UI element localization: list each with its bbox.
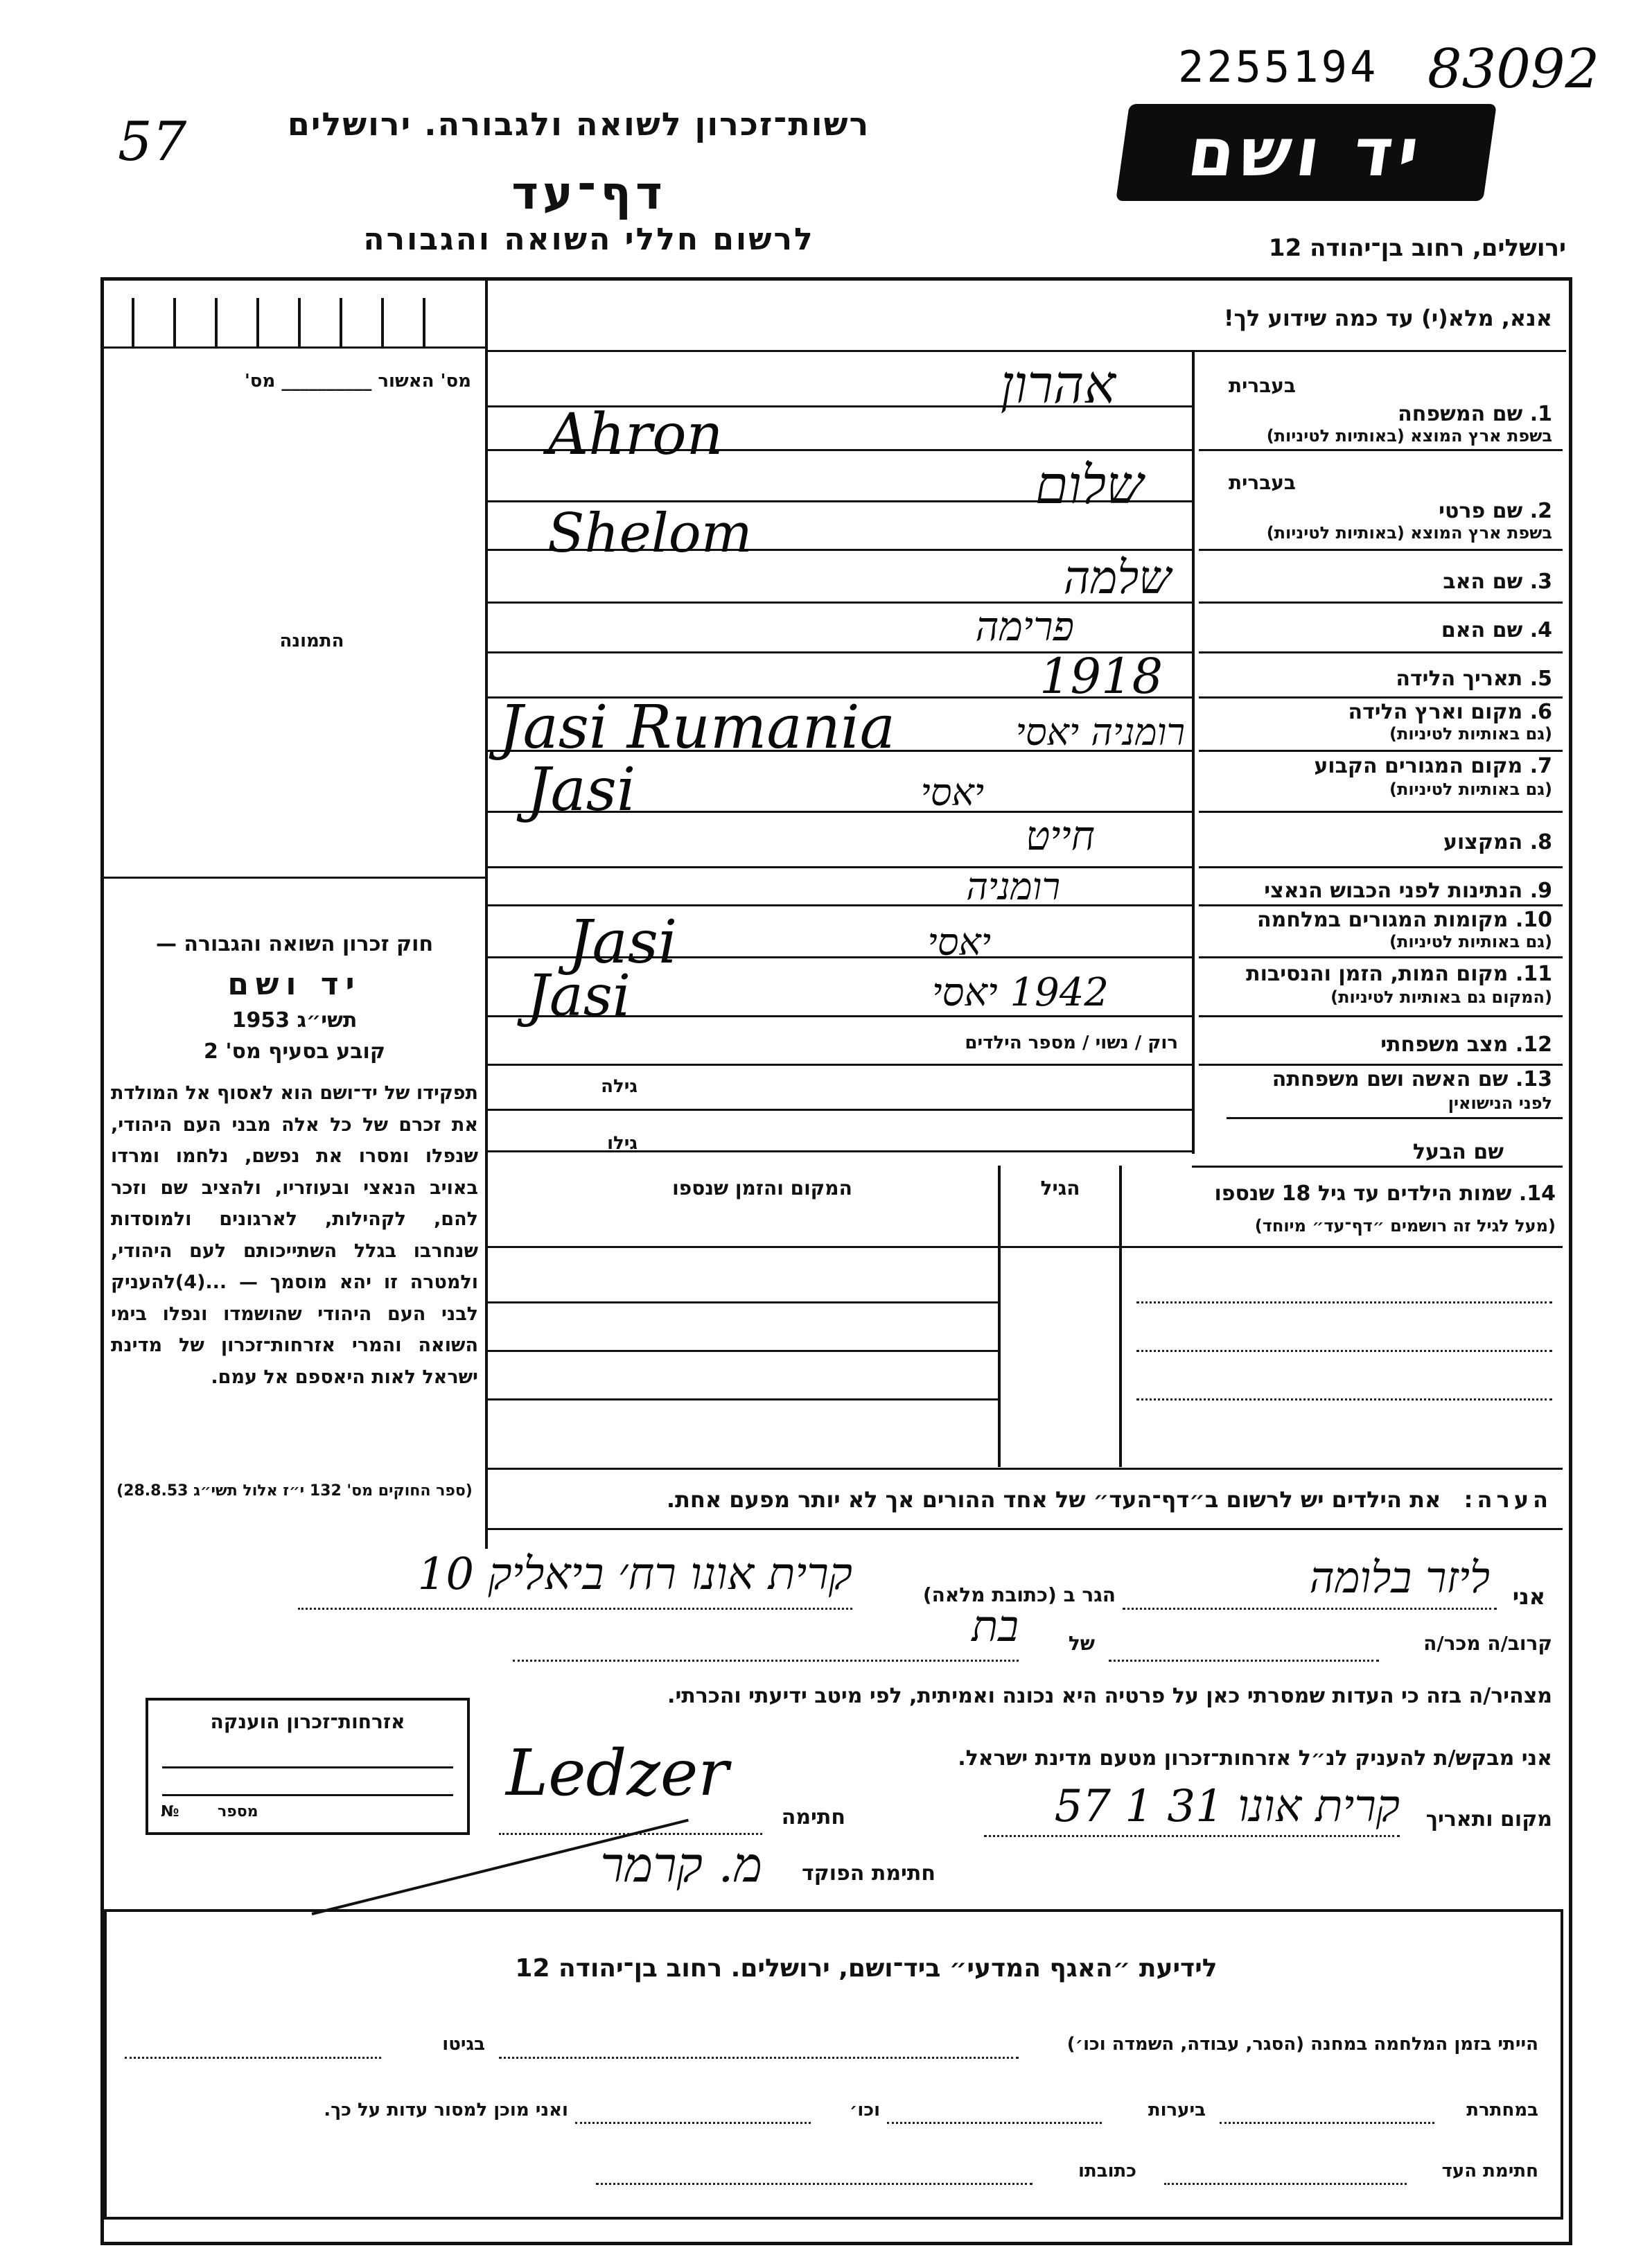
tag-hebrew-1: בעברית <box>1228 374 1296 397</box>
field-sub-birth-place: (גם באותיות לטיניות) <box>1389 724 1552 744</box>
field-label-war-residence: 10. מקומות המגורים במלחמה <box>1257 908 1552 932</box>
field-label-first-name: 2. שם פרטי <box>1439 499 1552 523</box>
answer-father: שלמה <box>1063 551 1171 604</box>
signature-label: חתימה <box>781 1805 845 1829</box>
law-title: חוק זכרון השואה והגבורה — <box>155 932 434 956</box>
law-text: תפקידו של יד־ושם הוא לאסוף אל המולדת את זכרם של כל אלה מבני העם היהודי, שנפלו ומסרו את נפשם, נלחמו ומרדו באויב הנאצי ובעוזריו, ולהציב שם וזכר להם, לקהילות, לארגונים ולמוסדות שנחרבו בגלל השתייכותם לעם היהודי, ולמטרה זו יהא מוסמך — ...(4)להעניק לבני העם היהודי שהושמדו ונפלו בימי השואה והמרי אזרחות־זכרון של מדינת ישראל לאות היאספם אל עמם. <box>111 1082 478 1388</box>
wife-age-label: גילה <box>601 1076 638 1097</box>
field-label-husband: שם הבעל <box>1412 1140 1504 1164</box>
field-label-nationality: 9. הנתינות לפני הכבוש הנאצי <box>1264 879 1552 903</box>
answer-birth-date: 1918 <box>1039 648 1163 705</box>
marital-options: רוק / נשוי / מספר הילדים <box>965 1033 1178 1053</box>
field-label-death: 11. מקום המות, הזמן והנסיבות <box>1246 962 1552 986</box>
answer-war-residence-hebrew: יאסי <box>927 920 991 964</box>
law-section: קובע בסעיף מס' 2 <box>204 1039 385 1064</box>
tick-row <box>132 298 464 346</box>
answer-residence-hebrew: יאסי <box>920 771 984 814</box>
bottom-line2-d: ואני מוכן למסור עדות על כך. <box>324 2100 568 2120</box>
place-date: קרית אונו 31 1 57 <box>1054 1781 1400 1832</box>
field-sub-first-name: בשפת ארץ המוצא (באותיות לטיניות) <box>1266 523 1552 543</box>
answer-family-latin: Ahron <box>547 402 723 468</box>
certificate-title: אזרחות־זכרון הוענקה <box>210 1710 405 1733</box>
photo-label: התמונה <box>279 631 344 651</box>
reporter-signature: Ledzer <box>506 1736 729 1810</box>
children-place-col: המקום והזמן שנספו <box>672 1177 852 1200</box>
field-label-birth-place: 6. מקום וארץ הלידה <box>1348 700 1552 724</box>
field-label-birth-date: 5. תאריך הלידה <box>1396 667 1552 691</box>
decl-lives-in: הגר ב (כתובת מלאה) <box>922 1583 1116 1606</box>
children-age-col: הגיל <box>1040 1177 1080 1200</box>
decl-statement: מצהיר/ה בזה כי העדות שמסרתי כאן על פרטיה היא נכונה ואמיתית, לפי מיטב ידיעתי והכרתי. <box>667 1684 1552 1708</box>
field-label-residence: 7. מקום המגורים הקבוע <box>1314 754 1552 778</box>
law-logo: יד ושם <box>227 967 362 1002</box>
field-sub-war-residence: (גם באותיות לטיניות) <box>1389 932 1552 951</box>
reporter-name: ליזר בלומה <box>1309 1552 1490 1603</box>
authority-name: רשות־זכרון לשואה ולגבורה. ירושלים <box>287 105 870 143</box>
note-text: את הילדים יש לרשום ב״דף־העד״ של אחד ההורים אך לא יותר מפעם אחת. <box>666 1486 1441 1513</box>
answer-birth-place-latin: Jasi Rumania <box>499 693 895 762</box>
document-number: 2255194 <box>1178 42 1379 92</box>
intro-text: אנא, מלא(י) עד כמה שידוע לך! <box>1223 305 1552 331</box>
children-sub: (מעל לגיל זה רושמים ״דף־עד״ מיוחד) <box>1254 1216 1556 1236</box>
answer-death-latin: Jasi <box>527 963 631 1029</box>
field-label-profession: 8. המקצוע <box>1443 830 1552 854</box>
note-title: הערה: <box>1464 1486 1552 1513</box>
relation: בת <box>972 1601 1019 1651</box>
address: ירושלים, רחוב בן־יהודה 12 <box>1268 234 1566 262</box>
bottom-line2-c: וכו׳ <box>849 2100 880 2120</box>
decl-request: אני מבקש/ת להעניק לנ״ל אזרחות־זכרון מטעם מדינת ישראל. <box>958 1746 1552 1771</box>
field-label-father: 3. שם האב <box>1443 570 1552 594</box>
margin-number: 57 <box>118 111 187 173</box>
decl-i: אני <box>1512 1583 1545 1610</box>
answer-family-hebrew: אהרון <box>1000 353 1116 415</box>
answer-birth-place-hebrew: רומניה יאסי <box>1015 710 1185 754</box>
logo-text: יד ושם <box>1183 114 1430 191</box>
bottom-line1-a: הייתי בזמן המלחמה במחנה (הסגר, עבודה, השמדה וכו׳) <box>1066 2034 1538 2055</box>
answer-residence-latin: Jasi <box>527 755 636 825</box>
certificate-box <box>146 1698 470 1835</box>
law-year: תשי״ג 1953 <box>231 1008 358 1033</box>
decl-relative: קרוב/ה מכר/ה <box>1423 1632 1552 1655</box>
bottom-title: לידיעת ״האגף המדעי״ ביד־ושם, ירושלים. רחוב בן־יהודה 12 <box>515 1954 1218 1983</box>
field-sub-wife: לפני הנישואין <box>1448 1094 1552 1113</box>
certificate-no: № <box>161 1803 179 1820</box>
decl-of: של <box>1068 1632 1095 1655</box>
husband-age-label: גילו <box>607 1133 638 1154</box>
answer-first-latin: Shelom <box>547 502 753 565</box>
reporter-address: קרית אונו רח׳ ביאליק 10 <box>417 1549 852 1600</box>
bottom-line3-a: חתימת העד <box>1441 2161 1538 2181</box>
answer-nationality: רומניה <box>966 865 1060 908</box>
yad-vashem-logo <box>1116 104 1497 201</box>
answer-war-residence-latin: Jasi <box>568 908 678 977</box>
field-label-mother: 4. שם האם <box>1441 618 1552 642</box>
answer-mother: פרימה <box>975 603 1074 650</box>
law-reference: (ספר החוקים מס' 132 י״ז אלול תשי״ג 28.8.53) <box>116 1482 473 1500</box>
certificate-number-label: מספר <box>218 1803 258 1820</box>
form-title: דף־עד <box>511 166 667 220</box>
answer-death-hebrew: 1942 יאסי <box>931 970 1109 1015</box>
form-subtitle: לרשום חללי השואה והגבורה <box>363 222 815 257</box>
field-sub-family-name: בשפת ארץ המוצא (באותיות לטיניות) <box>1266 426 1552 446</box>
children-label: 14. שמות הילדים עד גיל 18 שנספו <box>1214 1182 1556 1206</box>
field-label-marital: 12. מצב משפחתי <box>1380 1033 1552 1057</box>
approval-label: מס' האשור __________ מס' <box>244 371 471 392</box>
place-date-label: מקום ותאריך <box>1425 1807 1552 1832</box>
field-sub-residence: (גם באותיות לטיניות) <box>1389 780 1552 799</box>
answer-first-hebrew: שלום <box>1035 454 1143 516</box>
bottom-line2-b: ביערות <box>1148 2100 1206 2120</box>
field-label-family-name: 1. שם המשפחה <box>1398 402 1552 426</box>
official-signature-label: חתימת הפוקד <box>802 1861 935 1886</box>
corner-handwritten-number: 83092 <box>1427 38 1600 100</box>
answer-profession: חייט <box>1026 812 1095 859</box>
bottom-line2-a: במחתרת <box>1466 2100 1538 2120</box>
note-line <box>499 1486 1552 1513</box>
official-signature: מ. קרמר <box>600 1836 762 1893</box>
bottom-line3-b: כתובתו <box>1078 2161 1136 2181</box>
field-sub-death: (המקום גם באותיות לטיניות) <box>1330 987 1552 1007</box>
field-label-wife: 13. שם האשה ושם משפחתה <box>1272 1067 1552 1091</box>
bottom-line1-b: בגיטו <box>442 2034 485 2055</box>
tag-hebrew-2: בעברית <box>1228 471 1296 494</box>
